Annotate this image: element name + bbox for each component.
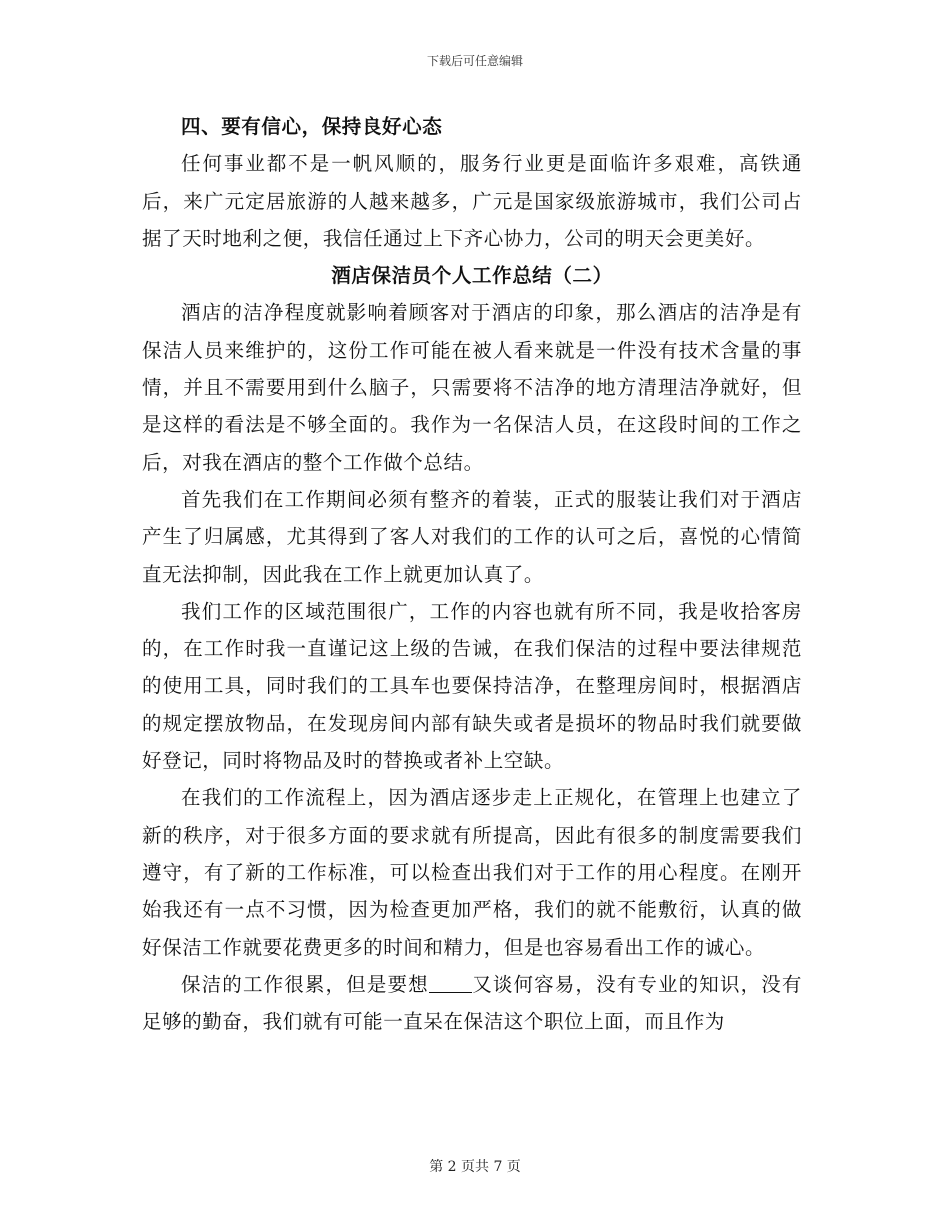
section-heading: 四、要有信心，保持良好心态 <box>181 115 443 138</box>
paragraph-5-text-after-blank: 又谈何容易，没有专业的知识，没有足够的勤奋，我们就有可能一直呆在保洁这个职位上面，而且作为 <box>142 972 802 1034</box>
body-paragraph-5 <box>142 966 802 1041</box>
body-paragraph-1: 酒店的洁净程度就影响着顾客对于酒店的印象，那么酒店的洁净是有保洁人员来维护的，这份工作可能在被人看来就是一件没有技术含量的事情，并且不需要用到什么脑子，只需要将不洁净的地方清理洁净就好，但是这样的看法是不够全面的。我作为一名保洁人员，在这段时间的工作之后，对我在酒店的整个工作做个总结。 <box>142 301 802 474</box>
document-title: 酒店保洁员个人工作总结（二） <box>331 264 613 288</box>
body-paragraph-4: 在我们的工作流程上，因为酒店逐步走上正规化，在管理上也建立了新的秩序，对于很多方面的要求就有所提高，因此有很多的制度需要我们遵守，有了新的工作标准，可以检查出我们对于工作的用心程度。在刚开始我还有一点不习惯，因为检查更加严格，我们的就不能敷衍，认真的做好保洁工作就要花费更多的时间和精力，但是也容易看出工作的诚心。 <box>142 786 802 959</box>
body-paragraph-3: 我们工作的区域范围很广，工作的内容也就有所不同，我是收拾客房的，在工作时我一直谨记这上级的告诫，在我们保洁的过程中要法律规范的使用工具，同时我们的工具车也要保持洁净，在整理房间时，根据酒店的规定摆放物品，在发现房间内部有缺失或者是损坏的物品时我们就要做好登记，同时将物品及时的替换或者补上空缺。 <box>142 599 802 773</box>
paragraph-5-text-before-blank: 保洁的工作很累，但是要想 <box>181 972 429 996</box>
section-paragraph: 任何事业都不是一帆风顺的，服务行业更是面临许多艰难，高铁通后，来广元定居旅游的人越来越多，广元是国家级旅游城市，我们公司占据了天时地利之便，我信任通过上下齐心协力，公司的明天会更美好。 <box>142 152 802 250</box>
fill-in-blank <box>429 972 472 993</box>
page-header-note: 下载后可任意编辑 <box>426 54 523 68</box>
page-number: 第 2 页共 7 页 <box>429 1159 521 1175</box>
document-body <box>142 108 802 1040</box>
body-paragraph-2: 首先我们在工作期间必须有整齐的着装，正式的服装让我们对于酒店产生了归属感，尤其得到了客人对我们的工作的认可之后，喜悦的心情简直无法抑制，因此我在工作上就更加认真了。 <box>142 487 802 586</box>
